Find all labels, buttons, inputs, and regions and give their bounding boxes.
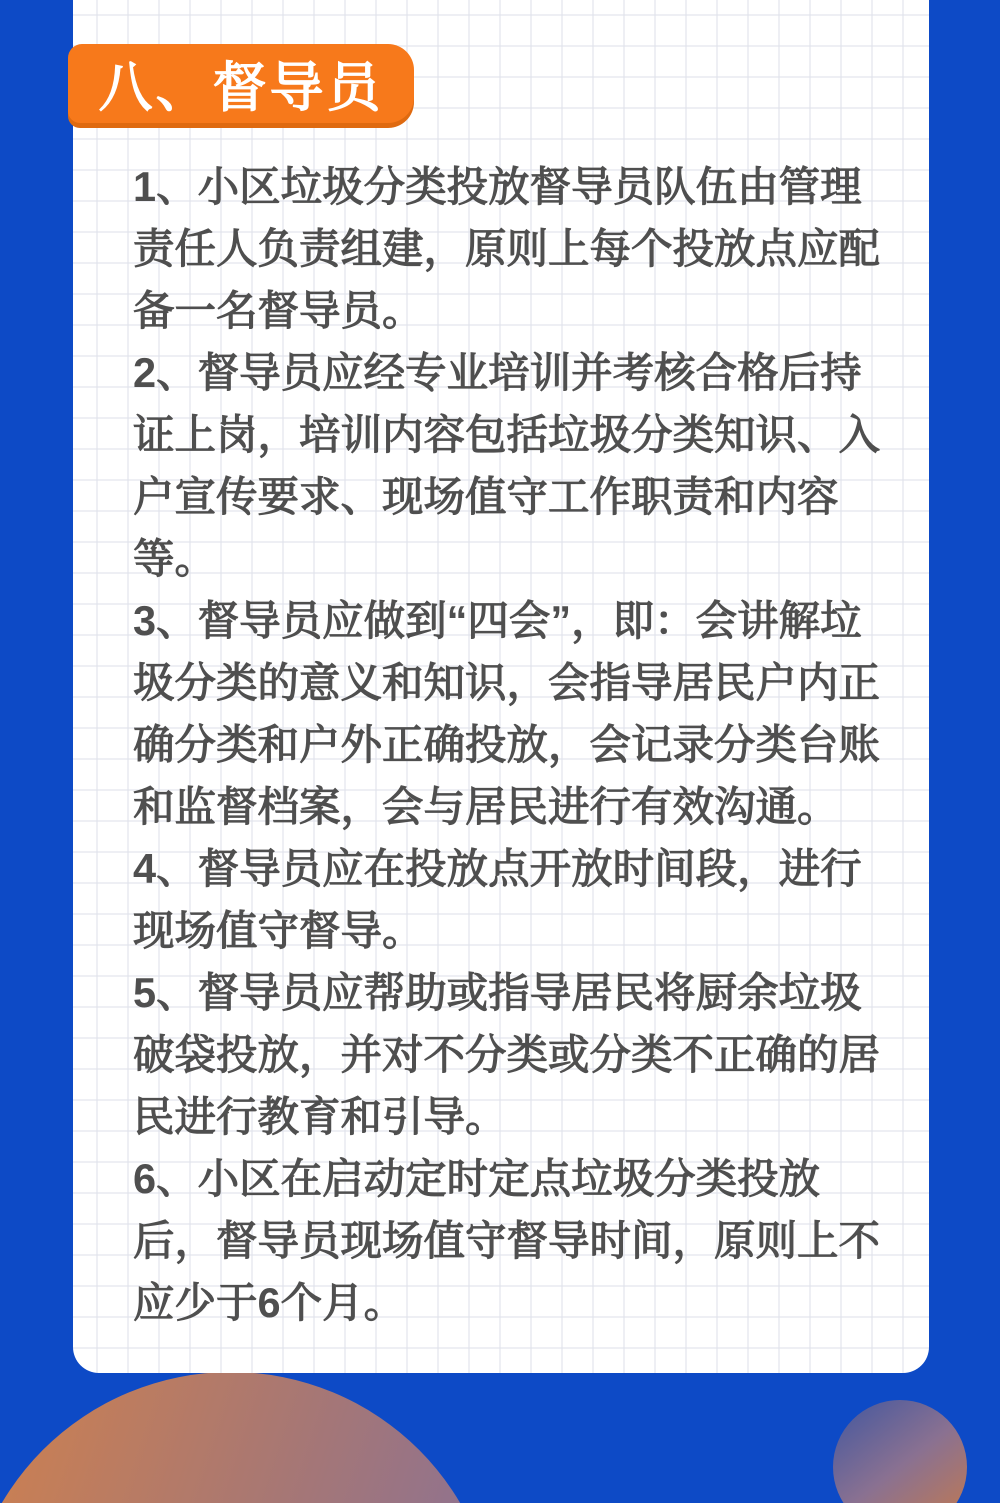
list-item-2: 2、督导员应经专业培训并考核合格后持证上岗，培训内容包括垃圾分类知识、入户宣传要求、现场值守工作职责和内容等。	[133, 349, 881, 582]
content-card	[73, 0, 929, 1373]
section-title: 八、督导员	[98, 58, 384, 118]
list-item-3: 3、督导员应做到“四会”，即：会讲解垃圾分类的意义和知识，会指导居民户内正确分类和户外正确投放，会记录分类台账和监督档案，会与居民进行有效沟通。	[133, 597, 881, 830]
decor-gradient-circle-large	[0, 1372, 497, 1503]
rules-list	[133, 156, 883, 1334]
decor-gradient-circle-small	[833, 1400, 967, 1503]
list-item-6: 6、小区在启动定时定点垃圾分类投放后，督导员现场值守督导时间，原则上不应少于6个月。	[133, 1155, 881, 1326]
list-item-4: 4、督导员应在投放点开放时间段，进行现场值守督导。	[133, 845, 862, 954]
list-item-5: 5、督导员应帮助或指导居民将厨余垃圾破袋投放，并对不分类或分类不正确的居民进行教育和引导。	[133, 969, 881, 1140]
list-item-1: 1、小区垃圾分类投放督导员队伍由管理责任人负责组建，原则上每个投放点应配备一名督导员。	[133, 163, 881, 334]
section-badge	[68, 44, 414, 123]
